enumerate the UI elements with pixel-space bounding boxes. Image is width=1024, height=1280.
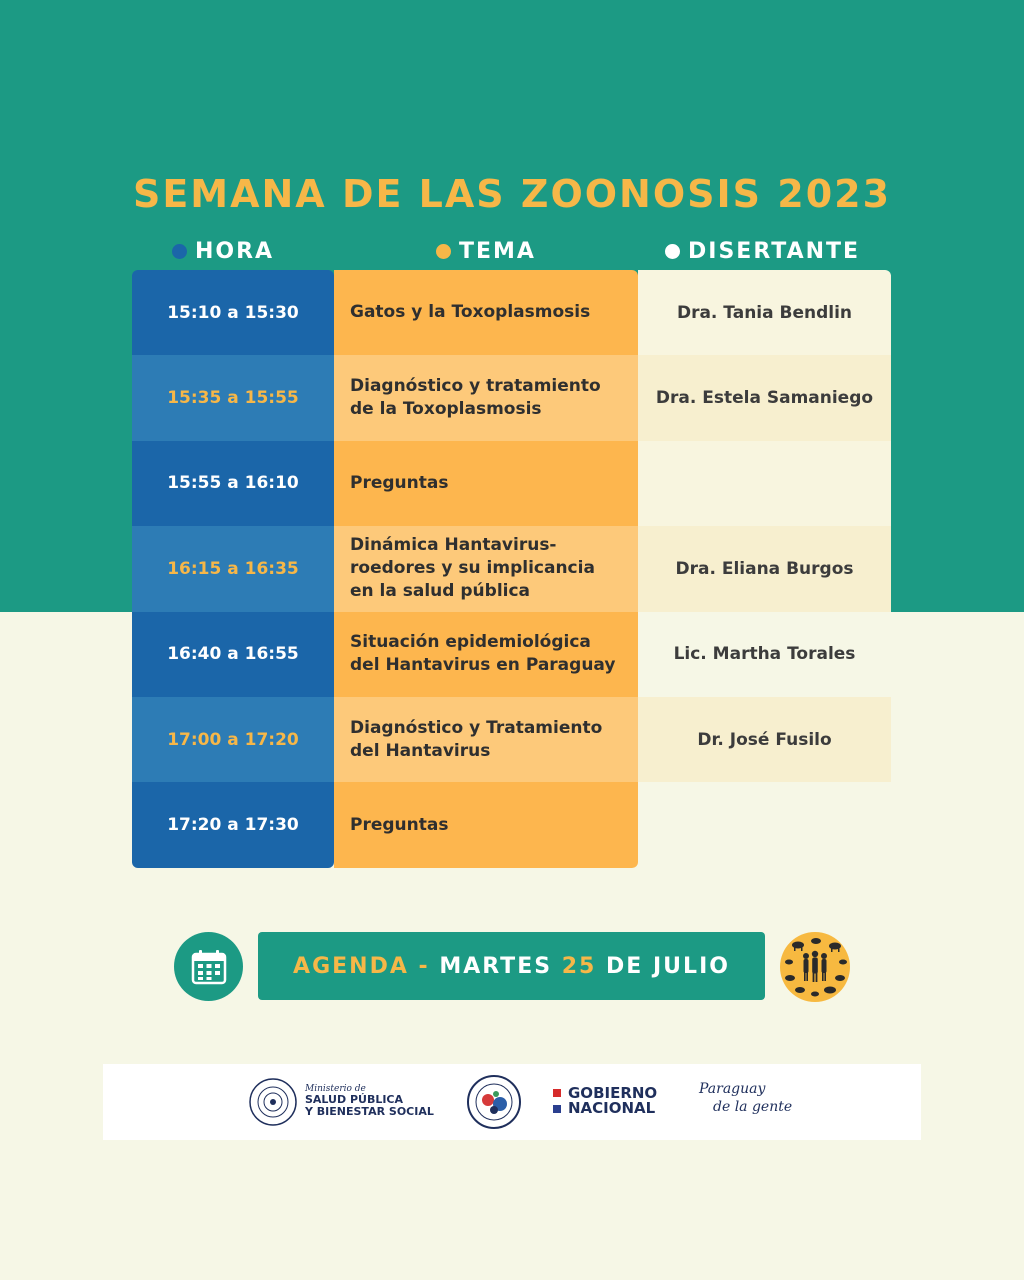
header-tema (436, 236, 536, 266)
disertante-cell: Dra. Estela Samaniego (638, 355, 891, 440)
tema-line: del Hantavirus en Paraguay (350, 655, 616, 676)
header-disertante (665, 236, 860, 266)
yellow-dot-icon (436, 244, 451, 259)
tema-cell (334, 612, 638, 697)
footer-logos (103, 1064, 921, 1140)
disertante-cell: Dra. Eliana Burgos (638, 526, 891, 611)
tema-line: Preguntas (350, 473, 449, 493)
tema-column (334, 270, 638, 868)
disertante-cell (638, 441, 891, 526)
pdg-line2: de la gente (713, 1099, 793, 1115)
ministerio-line1: SALUD PÚBLICA (305, 1093, 404, 1106)
flag-red-icon (553, 1089, 561, 1097)
tema-line: Diagnóstico y Tratamiento (350, 717, 603, 738)
tema-line: Dinámica Hantavirus- (350, 535, 557, 556)
ministerio-line2: Y BIENESTAR SOCIAL (305, 1105, 434, 1118)
tema-line: en la salud pública (350, 581, 531, 602)
blue-dot-icon (172, 244, 187, 259)
hora-cell: 16:40 a 16:55 (132, 612, 334, 697)
zoonosis-seal-icon (466, 1074, 522, 1130)
tema-line: Situación epidemiológica (350, 632, 591, 653)
tema-line: del Hantavirus (350, 740, 491, 761)
hora-cell: 15:10 a 15:30 (132, 270, 334, 355)
tema-cell (334, 526, 638, 611)
tema-cell (334, 782, 638, 867)
animals-family-icon (780, 932, 850, 1002)
hora-cell: 17:00 a 17:20 (132, 697, 334, 782)
hora-cell: 15:35 a 15:55 (132, 355, 334, 440)
page-title: SEMANA DE LAS ZOONOSIS 2023 (132, 172, 892, 216)
gobierno-line1: GOBIERNO (568, 1084, 658, 1102)
header-hora (172, 236, 274, 266)
agenda-weekday: MARTES (439, 953, 553, 979)
agenda-separator: - (408, 953, 440, 979)
schedule-table (132, 270, 891, 868)
agenda-month: DE JULIO (606, 953, 730, 979)
tema-cell (334, 355, 638, 440)
tema-line: Preguntas (350, 814, 449, 835)
hora-cell: 17:20 a 17:30 (132, 782, 334, 867)
hora-cell: 16:15 a 16:35 (132, 526, 334, 611)
tema-line: roedores y su implicancia (350, 558, 595, 579)
disertante-cell: Dr. José Fusilo (638, 697, 891, 782)
pdg-line1: Paraguay (699, 1081, 766, 1097)
republica-seal-icon (249, 1078, 297, 1126)
ministerio-logo (305, 1084, 434, 1118)
disertante-column (638, 270, 891, 782)
gobierno-line2: NACIONAL (568, 1099, 656, 1117)
tema-cell (334, 697, 638, 782)
tema-line: de la Toxoplasmosis (350, 399, 542, 420)
hora-column (132, 270, 334, 868)
agenda-banner (258, 932, 765, 1000)
agenda-label: AGENDA (293, 953, 409, 979)
gobierno-nacional-logo (568, 1086, 657, 1116)
calendar-icon (174, 932, 243, 1001)
white-dot-icon (665, 244, 680, 259)
tema-cell (334, 270, 638, 355)
ministerio-label: Ministerio de (305, 1084, 366, 1094)
flag-blue-icon (553, 1105, 561, 1113)
header-hora-label: HORA (195, 238, 275, 264)
disertante-cell: Lic. Martha Torales (673, 644, 856, 665)
agenda-day: 25 (561, 953, 597, 979)
hora-cell: 15:55 a 16:10 (132, 441, 334, 526)
tema-cell (334, 441, 638, 526)
header-disertante-label: DISERTANTE (688, 238, 861, 264)
tema-line: Diagnóstico y tratamiento (350, 376, 601, 397)
disertante-cell: Dra. Tania Bendlin (638, 270, 891, 355)
tema-line: Gatos y la Toxoplasmosis (350, 302, 591, 323)
header-tema-label: TEMA (459, 238, 536, 264)
paraguay-de-la-gente-logo (699, 1080, 792, 1116)
